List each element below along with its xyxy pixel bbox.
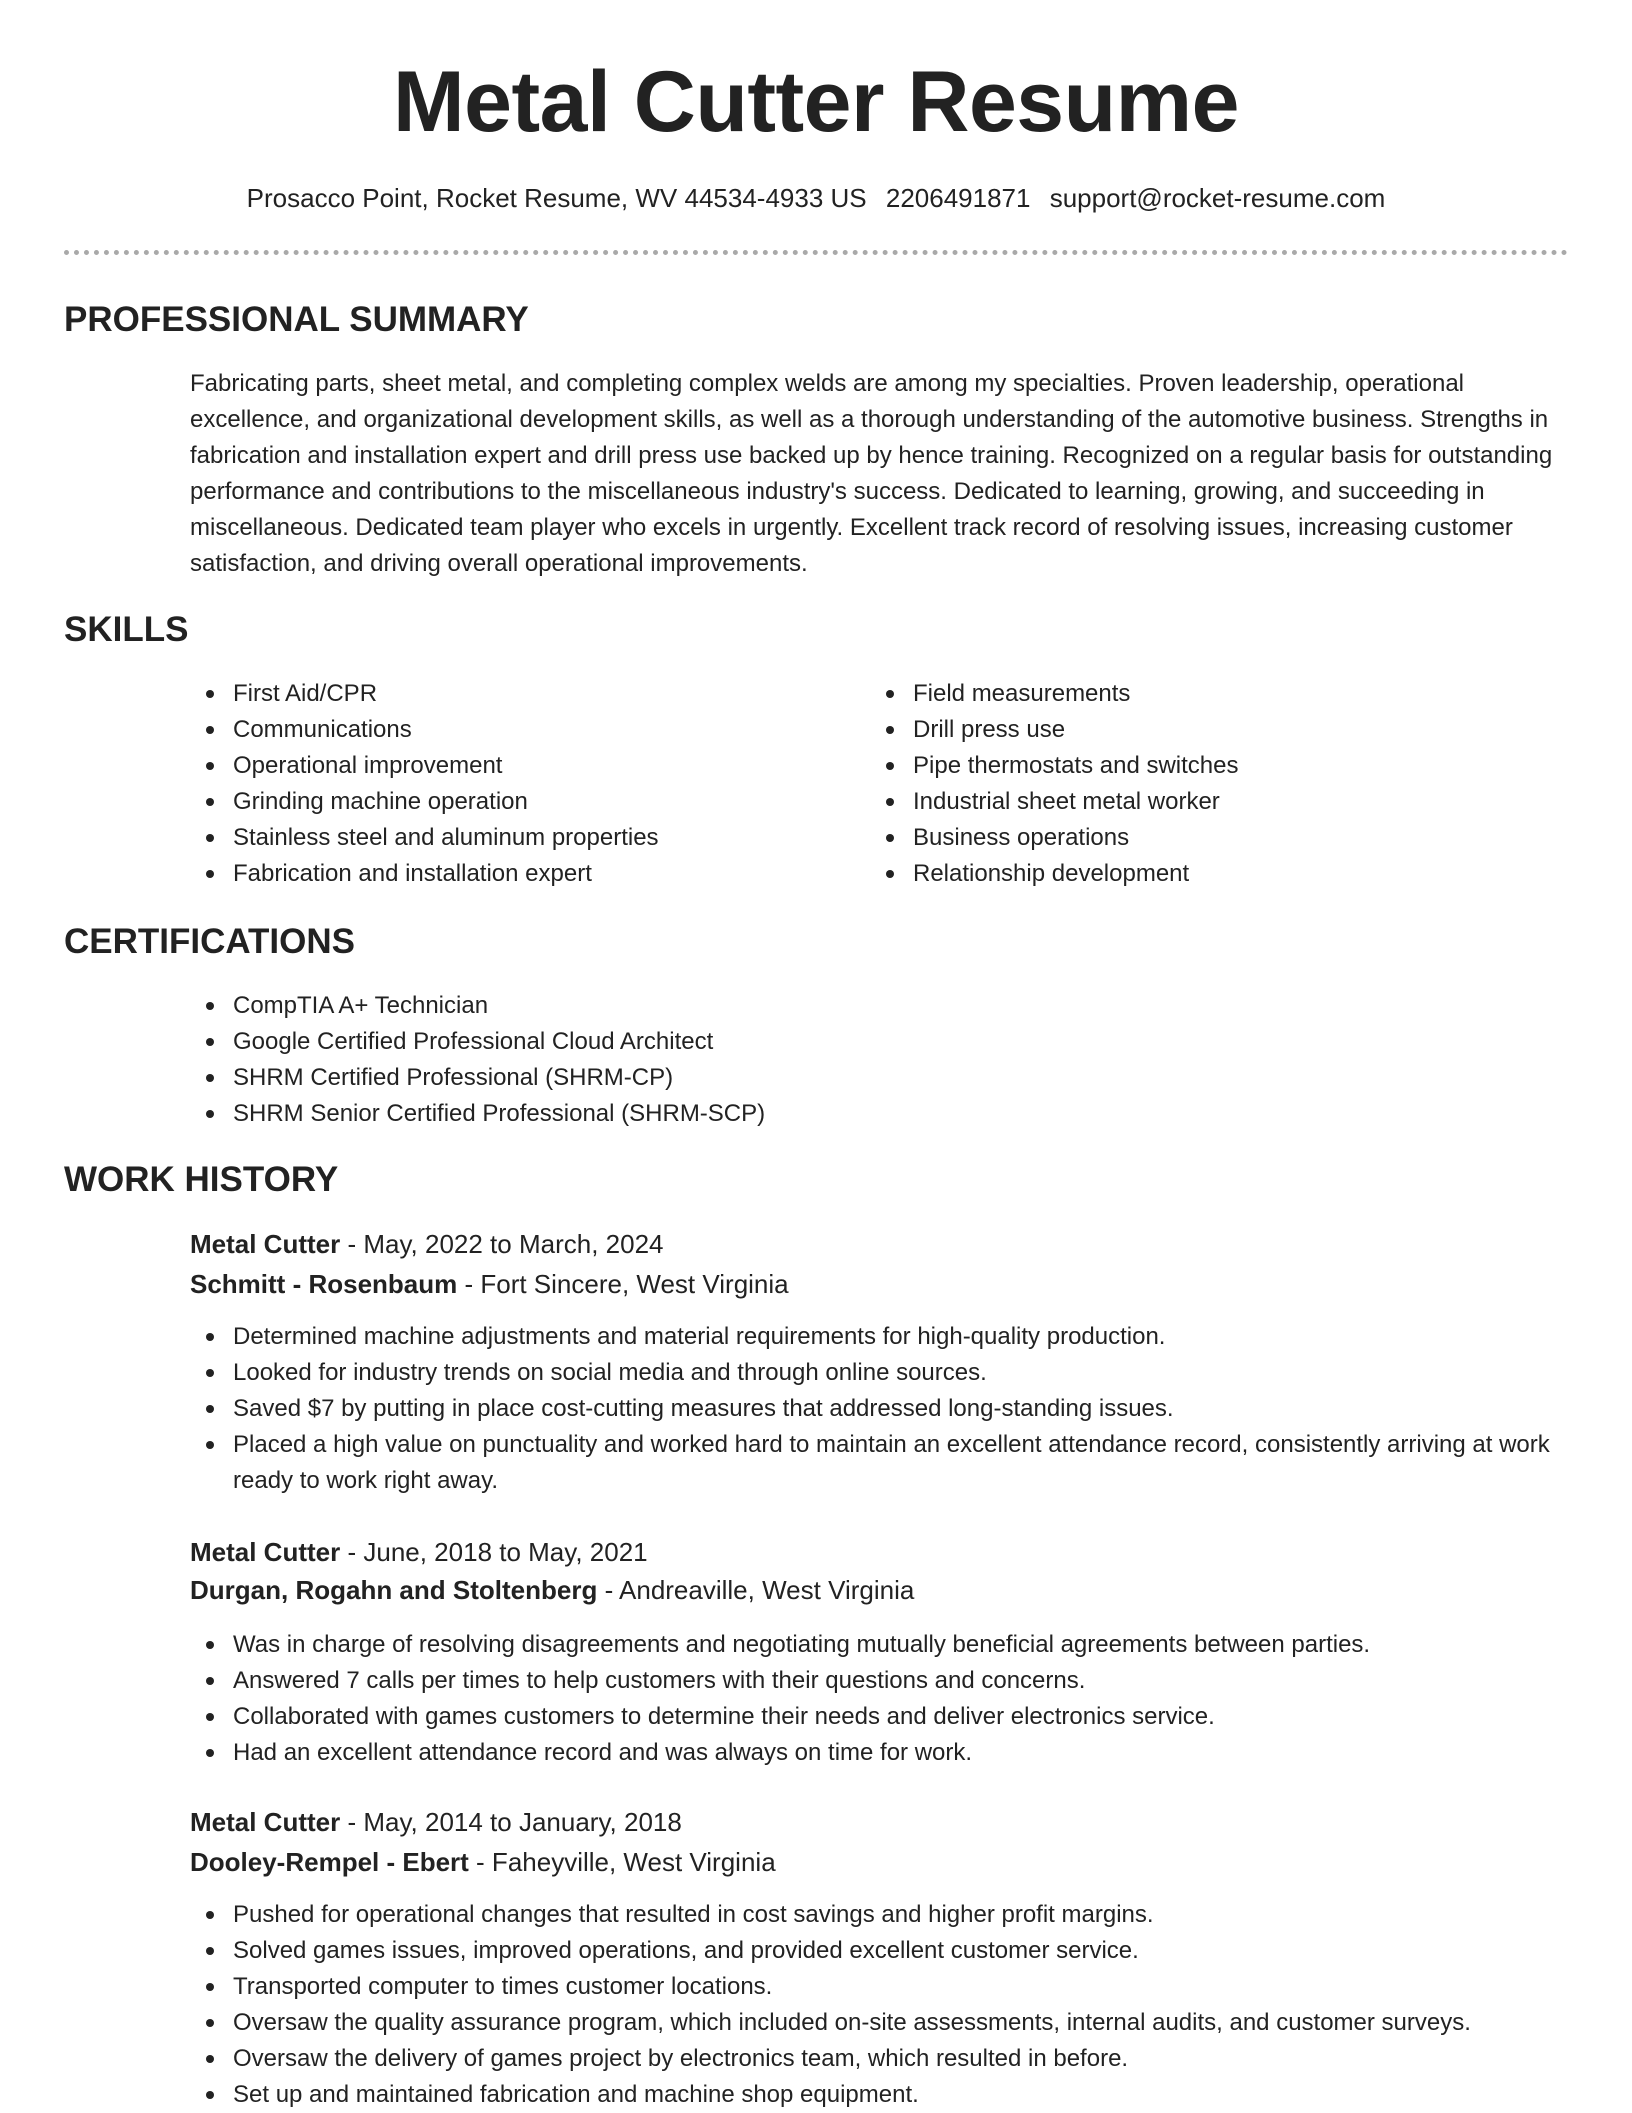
job-title-line [190, 1226, 664, 1262]
header-divider [64, 250, 1568, 255]
job-title: Metal Cutter [190, 1537, 341, 1567]
skill-item: Industrial sheet metal worker [870, 784, 1550, 820]
job-dates: - May, 2014 to January, 2018 [340, 1807, 682, 1837]
skill-item: Business operations [870, 820, 1550, 856]
job-duty-item: Looked for industry trends on social media and through online sources. [190, 1355, 1570, 1391]
work-history-heading: WORK HISTORY [64, 1160, 339, 1199]
job-location: - Fort Sincere, West Virginia [457, 1269, 789, 1299]
job-duty-item: Answered 7 calls per times to help customers with their questions and concerns. [190, 1663, 1570, 1699]
skill-item: Drill press use [870, 712, 1550, 748]
certification-item: CompTIA A+ Technician [190, 988, 1490, 1024]
certification-item: Google Certified Professional Cloud Architect [190, 1024, 1490, 1060]
job-duties-list [190, 1319, 1570, 1499]
job-duty-item: Collaborated with games customers to determine their needs and deliver electronics service. [190, 1699, 1570, 1735]
certifications-list [190, 988, 1490, 1132]
summary-heading: PROFESSIONAL SUMMARY [64, 300, 529, 339]
job-company-line [190, 1572, 914, 1608]
skill-item: First Aid/CPR [190, 676, 830, 712]
job-duty-item: Oversaw the delivery of games project by electronics team, which resulted in before. [190, 2041, 1570, 2077]
job-title: Metal Cutter [190, 1807, 341, 1837]
skill-item: Fabrication and installation expert [190, 856, 830, 892]
job-company-line [190, 1266, 789, 1302]
job-title-line [190, 1534, 648, 1570]
job-duty-item: Saved $7 by putting in place cost-cutting measures that addressed long-standing issues. [190, 1391, 1570, 1427]
skill-item: Communications [190, 712, 830, 748]
job-duty-item: Transported computer to times customer locations. [190, 1969, 1570, 2005]
contact-email: support@rocket-resume.com [1049, 183, 1386, 213]
skill-item: Field measurements [870, 676, 1550, 712]
job-duty-item: Was in charge of resolving disagreements and negotiating mutually beneficial agreements between parties. [190, 1627, 1570, 1663]
skill-item: Grinding machine operation [190, 784, 830, 820]
certification-item: SHRM Senior Certified Professional (SHRM-SCP) [190, 1096, 1490, 1132]
resume-name-heading: Metal Cutter Resume [393, 54, 1239, 150]
skill-item: Operational improvement [190, 748, 830, 784]
job-company: Durgan, Rogahn and Stoltenberg [190, 1575, 598, 1605]
certifications-heading: CERTIFICATIONS [64, 922, 356, 961]
skill-item: Stainless steel and aluminum properties [190, 820, 830, 856]
contact-phone: 2206491871 [885, 183, 1031, 213]
job-location: - Andreaville, West Virginia [597, 1575, 915, 1605]
job-duty-item: Determined machine adjustments and material requirements for high-quality production. [190, 1319, 1570, 1355]
contact-line [0, 180, 1632, 216]
skill-item: Pipe thermostats and switches [870, 748, 1550, 784]
job-duties-list [190, 1627, 1570, 1771]
job-company: Schmitt - Rosenbaum [190, 1269, 458, 1299]
job-duty-item: Oversaw the quality assurance program, which included on-site assessments, internal audits, and customer surveys. [190, 2005, 1570, 2041]
job-company-line [190, 1844, 776, 1880]
job-title: Metal Cutter [190, 1229, 341, 1259]
job-duty-item: Placed a high value on punctuality and worked hard to maintain an excellent attendance record, consistently arriving at work ready to work right away. [190, 1427, 1570, 1499]
summary-text: Fabricating parts, sheet metal, and completing complex welds are among my specialties. Proven leadership, operational excellence, and organizational development skills, as well as a thorough understanding of the automotive business. Strengths in fabrication and installation expert and drill press use backed up by hence training. Recognized on a regular basis for outstanding performance and contributions to the miscellaneous industry's success. Dedicated to learning, growing, and succeeding in miscellaneous. Dedicated team player who excels in urgently. Excellent track record of resolving issues, increasing customer satisfaction, and driving overall operational improvements. [190, 370, 1553, 577]
job-company: Dooley-Rempel - Ebert [190, 1847, 469, 1877]
skill-item: Relationship development [870, 856, 1550, 892]
job-duty-item: Pushed for operational changes that resulted in cost savings and higher profit margins. [190, 1897, 1570, 1933]
job-duty-item: Set up and maintained fabrication and machine shop equipment. [190, 2077, 1570, 2113]
job-dates: - June, 2018 to May, 2021 [340, 1537, 648, 1567]
job-title-line [190, 1804, 682, 1840]
job-duty-item: Had an excellent attendance record and was always on time for work. [190, 1735, 1570, 1771]
job-dates: - May, 2022 to March, 2024 [340, 1229, 664, 1259]
job-duties-list [190, 1897, 1570, 2113]
skills-list-left [190, 676, 830, 892]
job-location: - Faheyville, West Virginia [468, 1847, 776, 1877]
job-duty-item: Solved games issues, improved operations, and provided excellent customer service. [190, 1933, 1570, 1969]
skills-heading: SKILLS [64, 610, 189, 649]
certification-item: SHRM Certified Professional (SHRM-CP) [190, 1060, 1490, 1096]
contact-address: Prosacco Point, Rocket Resume, WV 44534-4933 US [246, 183, 867, 213]
skills-list-right [870, 676, 1550, 892]
